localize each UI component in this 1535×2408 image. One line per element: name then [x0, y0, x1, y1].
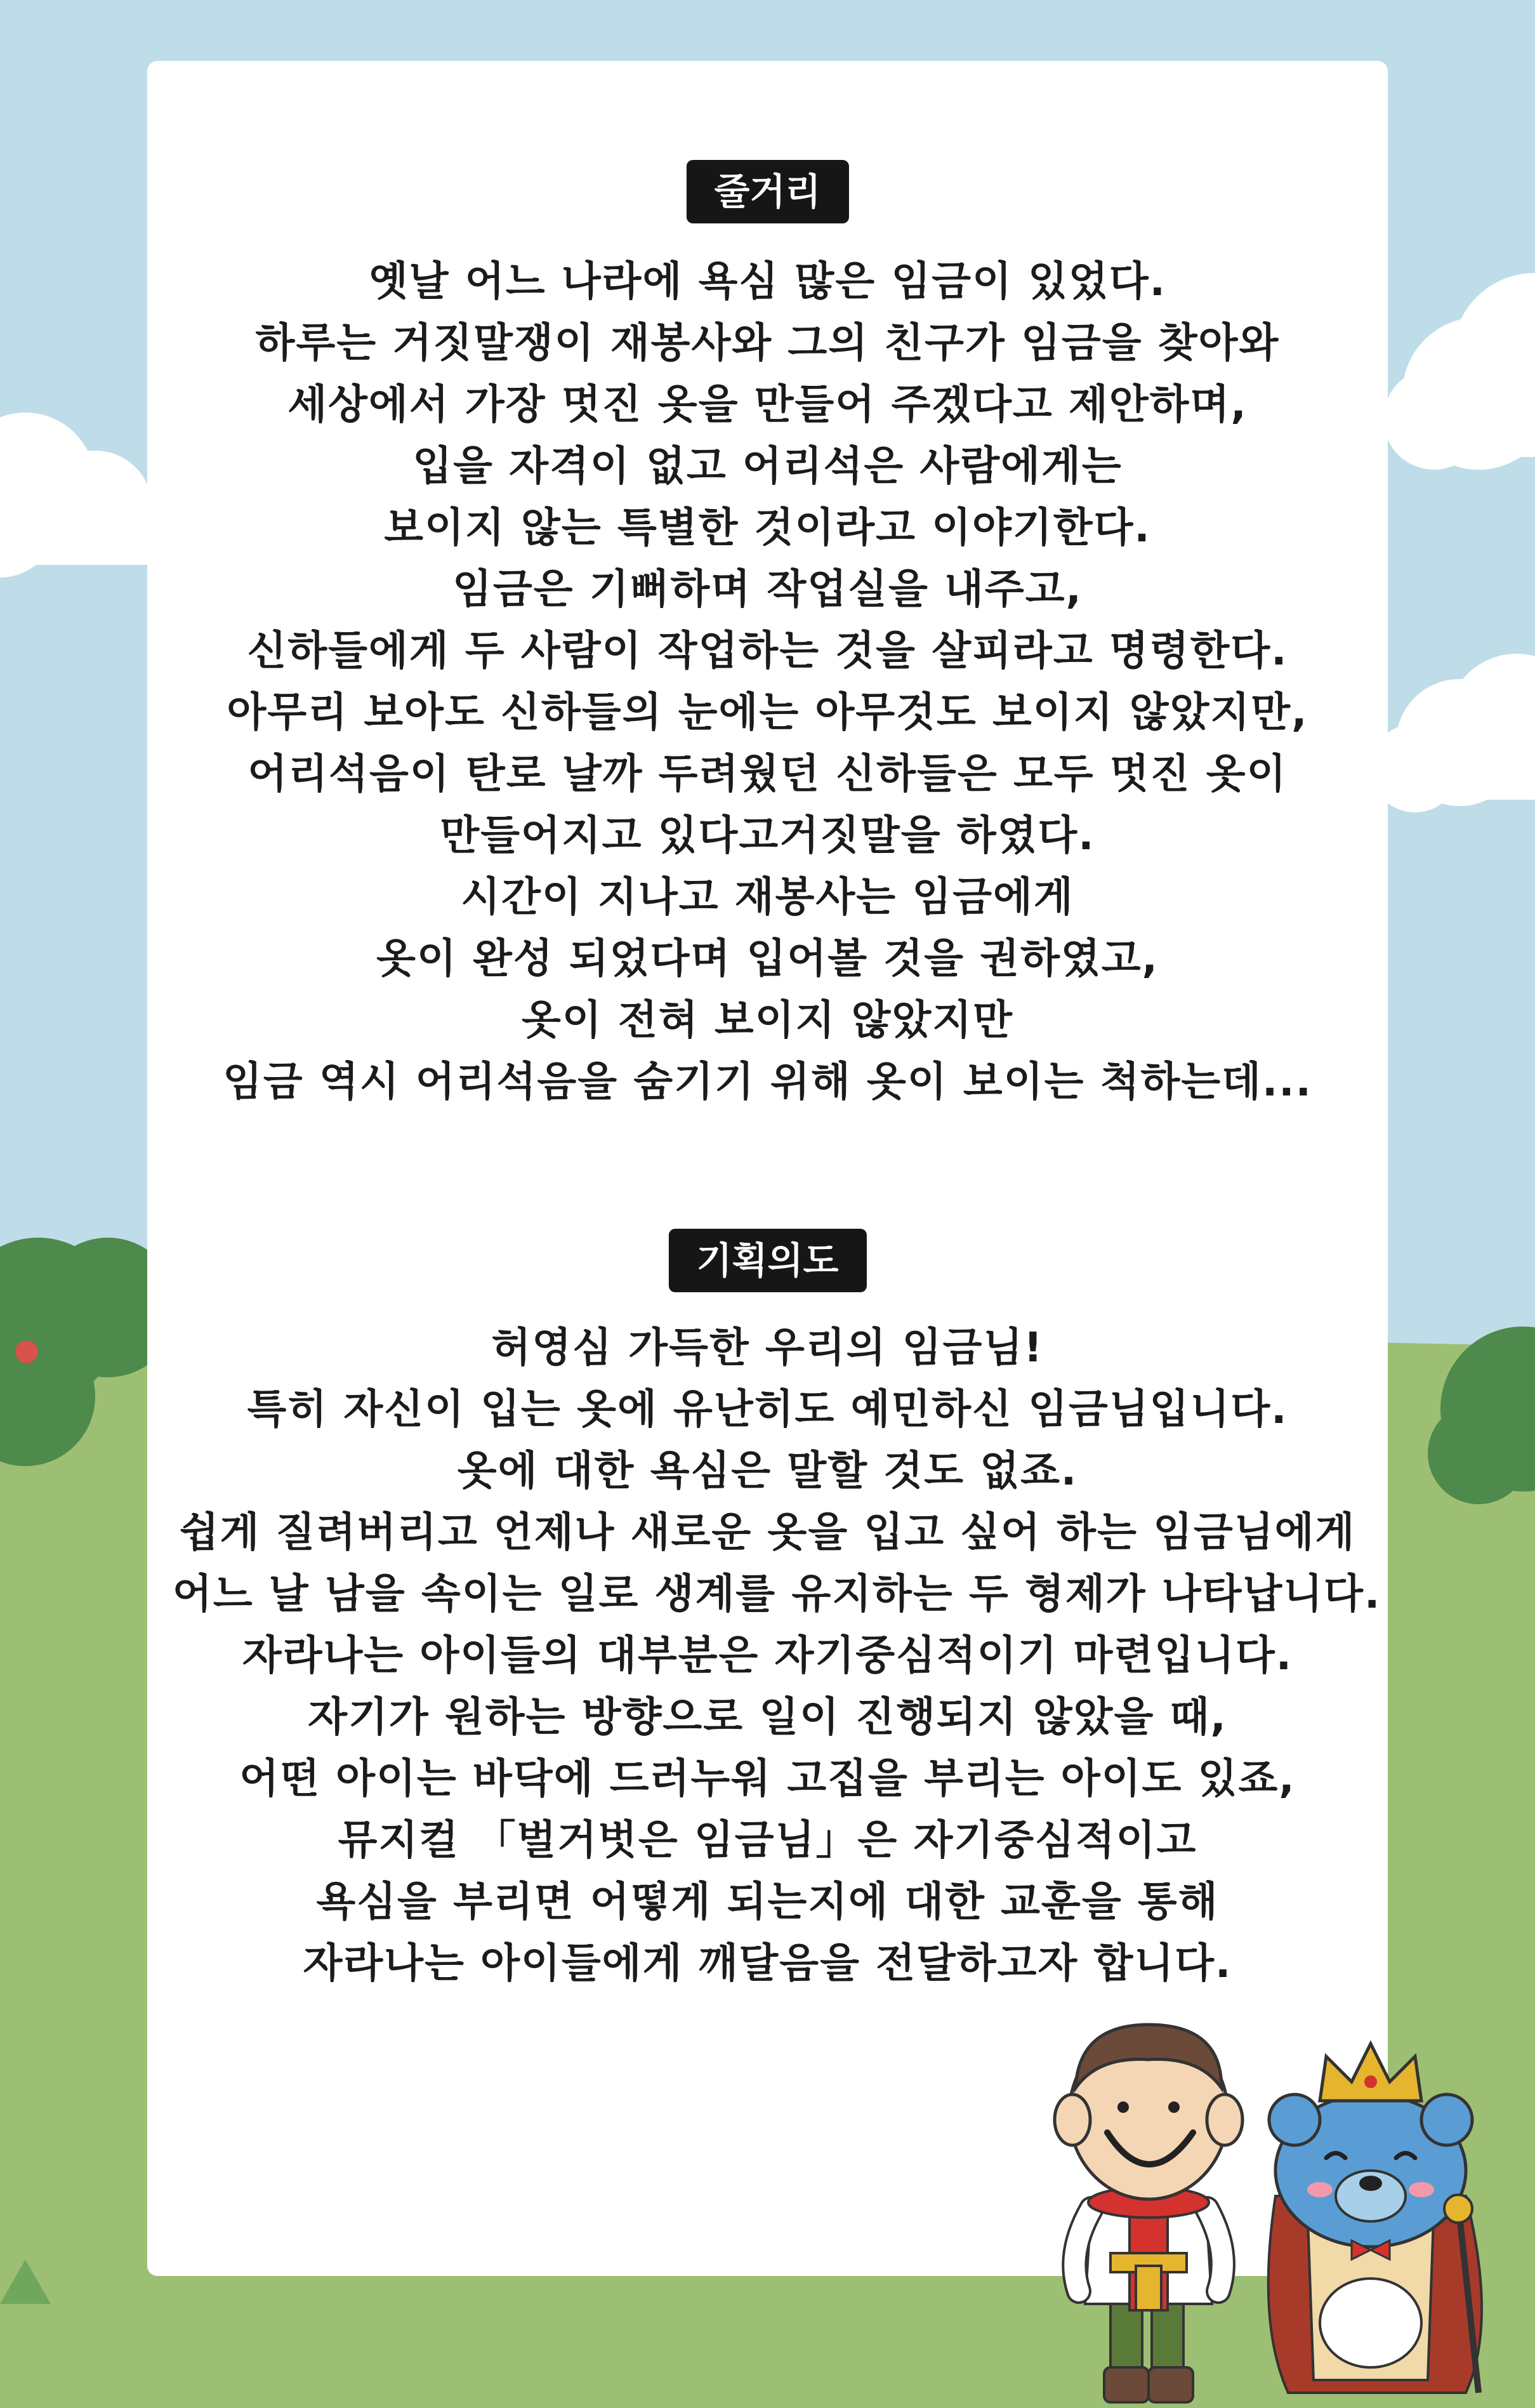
synopsis-line: 입을 자격이 없고 어리석은 사람에게는	[412, 443, 1123, 490]
characters-illustration	[1041, 2012, 1523, 2408]
synopsis-line: 임금 역시 어리석음을 숨기기 위해 옷이 보이는 척하는데...	[223, 1059, 1312, 1106]
synopsis-line: 아무리 보아도 신하들의 눈에는 아무것도 보이지 않았지만,	[227, 689, 1308, 736]
synopsis-line: 세상에서 가장 멋진 옷을 만들어 주겠다고 제안하며,	[287, 381, 1248, 428]
intent-line: 자기가 원하는 방향으로 일이 진행되지 않았을 때,	[308, 1694, 1227, 1741]
synopsis-line: 보이지 않는 특별한 것이라고 이야기한다.	[384, 505, 1151, 552]
intent-line: 자라나는 아이들에게 깨달음을 전달하고자 합니다.	[303, 1940, 1232, 1987]
intent-line: 자라나는 아이들의 대부분은 자기중심적이기 마련입니다.	[242, 1632, 1293, 1679]
content-card	[147, 61, 1388, 2276]
synopsis-text	[173, 251, 1362, 1113]
synopsis-line: 신하들에게 두 사람이 작업하는 것을 살피라고 명령한다.	[247, 628, 1288, 675]
intent-line: 옷에 대한 욕심은 말할 것도 없죠.	[457, 1448, 1078, 1495]
synopsis-line: 옷이 완성 되었다며 입어볼 것을 권하였고,	[376, 936, 1159, 982]
intent-line: 어느 날 남을 속이는 일로 생계를 유지하는 두 형제가 나타납니다.	[173, 1571, 1381, 1618]
synopsis-line: 하루는 거짓말쟁이 재봉사와 그의 친구가 임금을 찾아와	[255, 320, 1280, 367]
synopsis-line: 만들어지고 있다고거짓말을 하였다.	[440, 812, 1095, 859]
synopsis-line: 옷이 전혀 보이지 않았지만	[522, 997, 1013, 1044]
synopsis-line: 옛날 어느 나라에 욕심 많은 임금이 있었다.	[368, 258, 1166, 305]
synopsis-label: 줄거리	[686, 160, 848, 223]
intent-line: 쉽게 질려버리고 언제나 새로운 옷을 입고 싶어 하는 임금님에게	[179, 1509, 1356, 1556]
intent-label: 기획의도	[668, 1229, 866, 1292]
synopsis-line: 어리석음이 탄로 날까 두려웠던 신하들은 모두 멋진 옷이	[247, 751, 1288, 798]
synopsis-line: 시간이 지나고 재봉사는 임금에게	[461, 874, 1074, 921]
intent-text	[173, 1318, 1381, 1995]
intent-line: 특히 자신이 입는 옷에 유난히도 예민하신 임금님입니다.	[247, 1386, 1288, 1433]
intent-line: 허영심 가득한 우리의 임금님!	[491, 1325, 1044, 1372]
boy-character-icon	[1055, 2025, 1242, 2402]
intent-line: 뮤지컬 「벌거벗은 임금님」은 자기중심적이고	[338, 1817, 1197, 1864]
bear-king-character-icon	[1268, 2044, 1482, 2393]
apple-icon	[15, 1340, 38, 1363]
intent-line: 욕심을 부리면 어떻게 되는지에 대한 교훈을 통해	[316, 1879, 1219, 1926]
intent-line: 어떤 아이는 바닥에 드러누워 고집을 부리는 아이도 있죠,	[239, 1756, 1296, 1803]
synopsis-line: 임금은 기뻐하며 작업실을 내주고,	[452, 566, 1083, 613]
